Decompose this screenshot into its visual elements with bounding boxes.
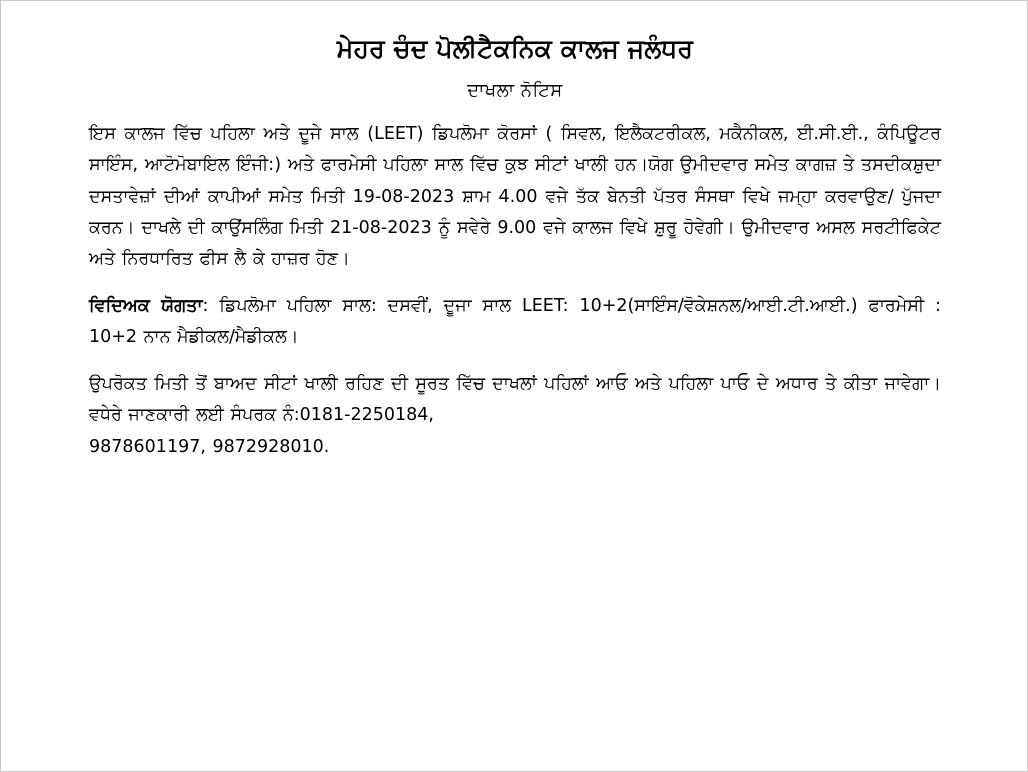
paragraph-admission-details: ਇਸ ਕਾਲਜ ਵਿੱਚ ਪਹਿਲਾ ਅਤੇ ਦੂਜੇ ਸਾਲ (LEET) ਡਿਪਲੋਮਾ ਕੋਰਸਾਂ ( ਸਿਵਲ, ਇਲੈਕਟਰੀਕਲ, ਮਕੈਨੀਕਲ, ਈ.ਸੀ.ਈ., ਕੰਪਿਊਟਰ ਸਾਇੰਸ, ਆਟੋਮੋਬਾਇਲ ਇੰਜੀ:) ਅਤੇ ਫਾਰਮੇਸੀ ਪਹਿਲਾ ਸਾਲ ਵਿੱਚ ਕੁਝ ਸੀਟਾਂ ਖਾਲੀ ਹਨ।ਯੋਗ ਉਮੀਦਵਾਰ ਸਮੇਤ ਕਾਗਜ਼ ਤੇ ਤਸਦੀਕਸ਼ੁਦਾ ਦਸਤਾਵੇਜ਼ਾਂ ਦੀਆਂ ਕਾਪੀਆਂ ਸਮੇਤ ਮਿਤੀ 19-08-2023 ਸ਼ਾਮ 4.00 ਵਜੇ ਤੱਕ ਬੇਨਤੀ ਪੱਤਰ ਸੰਸਥਾ ਵਿਖੇ ਜਮ੍ਹਾ ਕਰਵਾਉਣ/ ਪੁੱਜਦਾ ਕਰਨ। ਦਾਖਲੇ ਦੀ ਕਾਉਂਸਲਿੰਗ ਮਿਤੀ 21-08-2023 ਨੂੰ ਸਵੇਰੇ 9.00 ਵਜੇ ਕਾਲਜ ਵਿਖੇ ਸ਼ੁਰੂ ਹੋਵੇਗੀ। ਉਮੀਦਵਾਰ ਅਸਲ ਸਰਟੀਫਿਕੇਟ ਅਤੇ ਨਿਰਧਾਰਿਤ ਫੀਸ ਲੈ ਕੇ ਹਾਜ਼ਰ ਹੋਣ।	[89, 124, 941, 269]
closing-text: ਉਪਰੋਕਤ ਮਿਤੀ ਤੋਂ ਬਾਅਦ ਸੀਟਾਂ ਖਾਲੀ ਰਹਿਣ ਦੀ ਸੂਰਤ ਵਿੱਚ ਦਾਖਲਾਂ ਪਹਿਲਾਂ ਆਓ ਅਤੇ ਪਹਿਲਾ ਪਾਓ ਦੇ ਅਧਾਰ ਤੇ ਕੀਤਾ ਜਾਵੇਗਾ।ਵਧੇਰੇ ਜਾਣਕਾਰੀ ਲਈ ਸੰਪਰਕ ਨੰ:0181-2250184,	[89, 374, 941, 426]
qualification-text: : ਡਿਪਲੋਮਾ ਪਹਿਲਾ ਸਾਲ: ਦਸਵੀਂ, ਦੂਜਾ ਸਾਲ LEET: 10+2(ਸਾਇੰਸ/ਵੋਕੇਸ਼ਨਲ/ਆਈ.ਟੀ.ਆਈ.) ਫਾਰਮੇਸੀ : 10+2 ਨਾਨ ਮੈਡੀਕਲ/ਮੈਡੀਕਲ।	[89, 295, 941, 348]
qualification-label: ਵਿਦਿਅਕ ਯੋਗਤਾ	[89, 295, 203, 316]
notice-body	[89, 119, 941, 462]
paragraph-qualification	[89, 291, 941, 353]
contact-numbers: 9878601197, 9872928010.	[89, 436, 330, 457]
notice-subtitle: ਦਾਖਲਾ ਨੋਟਿਸ	[467, 80, 563, 102]
paragraph-closing	[89, 369, 941, 462]
page-title: ਮੇਹਰ ਚੰਦ ਪੋਲੀਟੈਕਨਿਕ ਕਾਲਜ ਜਲੰਧਰ	[336, 34, 694, 63]
notice-sheet	[89, 21, 941, 463]
